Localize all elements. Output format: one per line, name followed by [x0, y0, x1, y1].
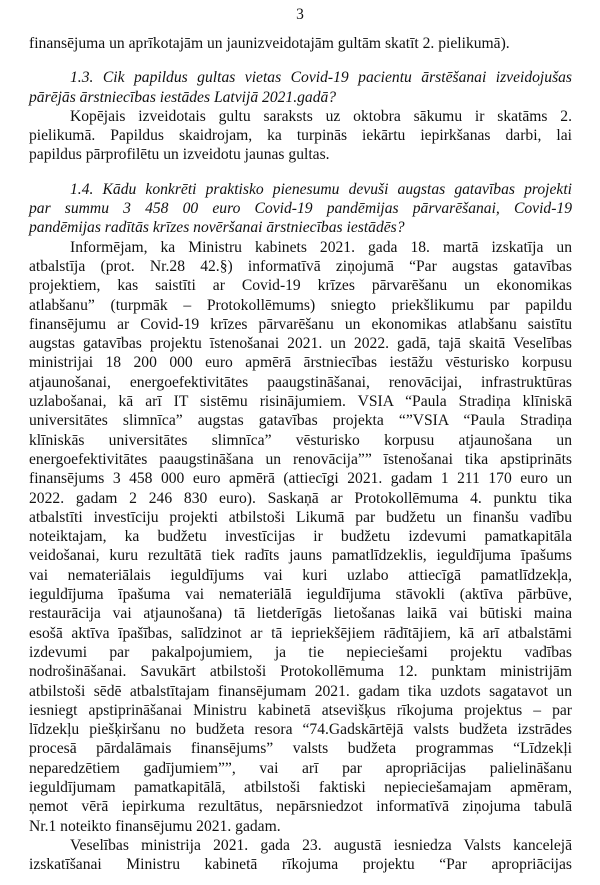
continuation: [29, 34, 572, 53]
text-line: esošā aktīva īpašības, salīdzinot ar tā iepriekšējiem rādītājiem, kā arī atbalstāmi: [29, 624, 572, 642]
text-line: izdevumi par pakalpojumiem, ja tie nepieciešami projektu vadības: [29, 643, 572, 661]
text-line: 1.3. Cik papildus gultas vietas Covid-19 pacientu ārstēšanai izveidojušas: [70, 69, 572, 87]
text-line: klīniskās universitātes slimnīca” vēsturisko korpusu atjaunošana un: [29, 431, 572, 449]
text-line: ministrijai 18 200 000 euro apmērā ārstniecības iestāžu vēsturisko korpusu: [29, 354, 572, 372]
text-line: vai nemateriālais ieguldījums vai kuri uzlabo attiecīgā pamatlīdzekļa,: [29, 566, 572, 584]
text-line: Informējam, ka Ministru kabinets 2021. gada 18. martā izskatīja un: [70, 238, 572, 256]
paragraph-veselibas: [29, 836, 572, 875]
text-line: atbalstīja (prot. Nr.28 42.§) informatīvā ziņojumā “Par augstas gatavības: [29, 257, 572, 275]
text-line: veidošanai, kuru rezultātā tiek radīts jauns pamatlīdzeklis, ieguldījuma īpašums: [29, 547, 572, 565]
text-line: Nr.1 noteikto finansējumu 2021. gadam.: [29, 817, 281, 835]
text-line: ieguldījumam pamatkapitālā, atbilstoši faktiski nepieciešamajam apmēram,: [29, 778, 572, 796]
text-line: finansējuma un aprīkotajām un jaunizveidotajām gultām skatīt 2. pielikumā).: [29, 35, 510, 52]
text-line: nodrošināšanai. Savukārt atbilstoši Protokollēmuma 12. punktam ministrijām: [29, 663, 572, 681]
answer-1-4: [29, 238, 572, 836]
paragraph-gap: [29, 53, 572, 68]
text-line: neparedzētiem gadījumiem””, vai arī par apropriācijas palielināšanu: [29, 759, 572, 777]
text-line: universitātes slimnīca” augstas gatavības projekta “”VSIA “Paula Stradiņa: [29, 412, 572, 430]
text-line: procesā pārdalāmais finansējums” valsts budžeta programmas “Līdzekļi: [29, 740, 572, 758]
text-line: pandēmijas radītās krīzes novēršanai ārstniecības iestādēs?: [29, 219, 405, 237]
text-line: iesniegt apstiprināšanai Ministru kabinetā atsevišķus rīkojuma projektus – par: [29, 701, 572, 719]
text-line: pielikumā. Papildus skaidrojam, ka turpinās iekārtu iepirkšanas darbi, lai: [29, 127, 572, 145]
text-line: Veselības ministrija 2021. gada 23. augustā iesniedza Valsts kancelejā: [70, 836, 572, 854]
text-line: noteiktajam, ka budžetu investīcijas ir budžetu izdevumi pamatkapitāla: [29, 528, 572, 546]
text-line: finansējumu ar Covid-19 krīzes pārvarēšanu un ekonomikas atlabšanu saistītu: [29, 315, 572, 333]
question-1-4: [29, 180, 572, 238]
text-line: uzlabošanai, kā arī IT sistēmu risinājumiem. VSIA “Paula Stradiņa klīniskā: [29, 393, 572, 411]
text-line: atlabšanu” (turpmāk – Protokollēmums) sniegto priekšlikumu par papildu: [29, 296, 572, 314]
text-line: atbalstīti investīciju projekti atbilstoši Likumā par budžetu un finanšu vadību: [29, 508, 572, 526]
document-body: [29, 34, 572, 874]
text-line: papildus pārprofilētu un izveidotu jaunas gultas.: [29, 146, 330, 164]
text-line: pārējās ārstniecības iestādes Latvijā 2021.gadā?: [29, 88, 337, 106]
text-line: Kopējais izveidotais gultu saraksts uz oktobra sākumu ir skatāms 2.: [70, 107, 572, 125]
text-line: līdzekļu piešķiršanu no budžeta resora “74.Gadskārtējā valsts budžeta izstrādes: [29, 721, 572, 739]
text-line: energoefektivitātes paaugstināšana un renovācija”” īstenošanai tika apstiprināts: [29, 450, 572, 468]
answer-1-3: [29, 107, 572, 165]
text-line: atbilstoši sēdē atbalstītajam finansējumam 2021. gadam tika uzdots sagatavot un: [29, 682, 572, 700]
text-line: ieguldījuma īpašuma vai nemateriālā ieguldījuma stāvokli (aktīva pārbūve,: [29, 586, 572, 604]
text-line: par summu 3 458 00 euro Covid-19 pandēmijas pārvarēšanai, Covid-19: [29, 200, 572, 218]
text-line: ņemot vērā iepirkuma rezultātus, nepārsniedzot informatīvā ziņojuma tabulā: [29, 798, 572, 816]
text-line: 1.4. Kādu konkrēti praktisko pienesumu devuši augstas gatavības projekti: [70, 180, 572, 198]
paragraph-gap: [29, 165, 572, 180]
text-line: izskatīšanai Ministru kabinetā rīkojuma projektu “Par apropriācijas: [29, 856, 572, 874]
text-line: augstas gatavības projektu īstenošanai 2021. un 2022. gadā, tajā skaitā Veselības: [29, 335, 572, 353]
text-line: finansējums 3 458 000 euro apmērā (attiecīgi 2021. gadam 1 211 170 euro un: [29, 470, 572, 488]
text-line: atjaunošanai, energoefektivitātes paaugstināšanai, renovācijai, infrastruktūras: [29, 373, 572, 391]
question-1-3: [29, 68, 572, 107]
text-line: 2022. gadam 2 246 830 euro). Saskaņā ar Protokollēmuma 4. punktu tika: [29, 489, 572, 507]
page-number: 3: [296, 6, 304, 23]
text-line: projektiem, kas saistīti ar Covid-19 krīzes pārvarēšanu un ekonomikas: [29, 277, 572, 295]
text-line: restaurācija vai atjaunošana) tā lietderīgās lietošanas laikā vai būtiski maina: [29, 605, 572, 623]
